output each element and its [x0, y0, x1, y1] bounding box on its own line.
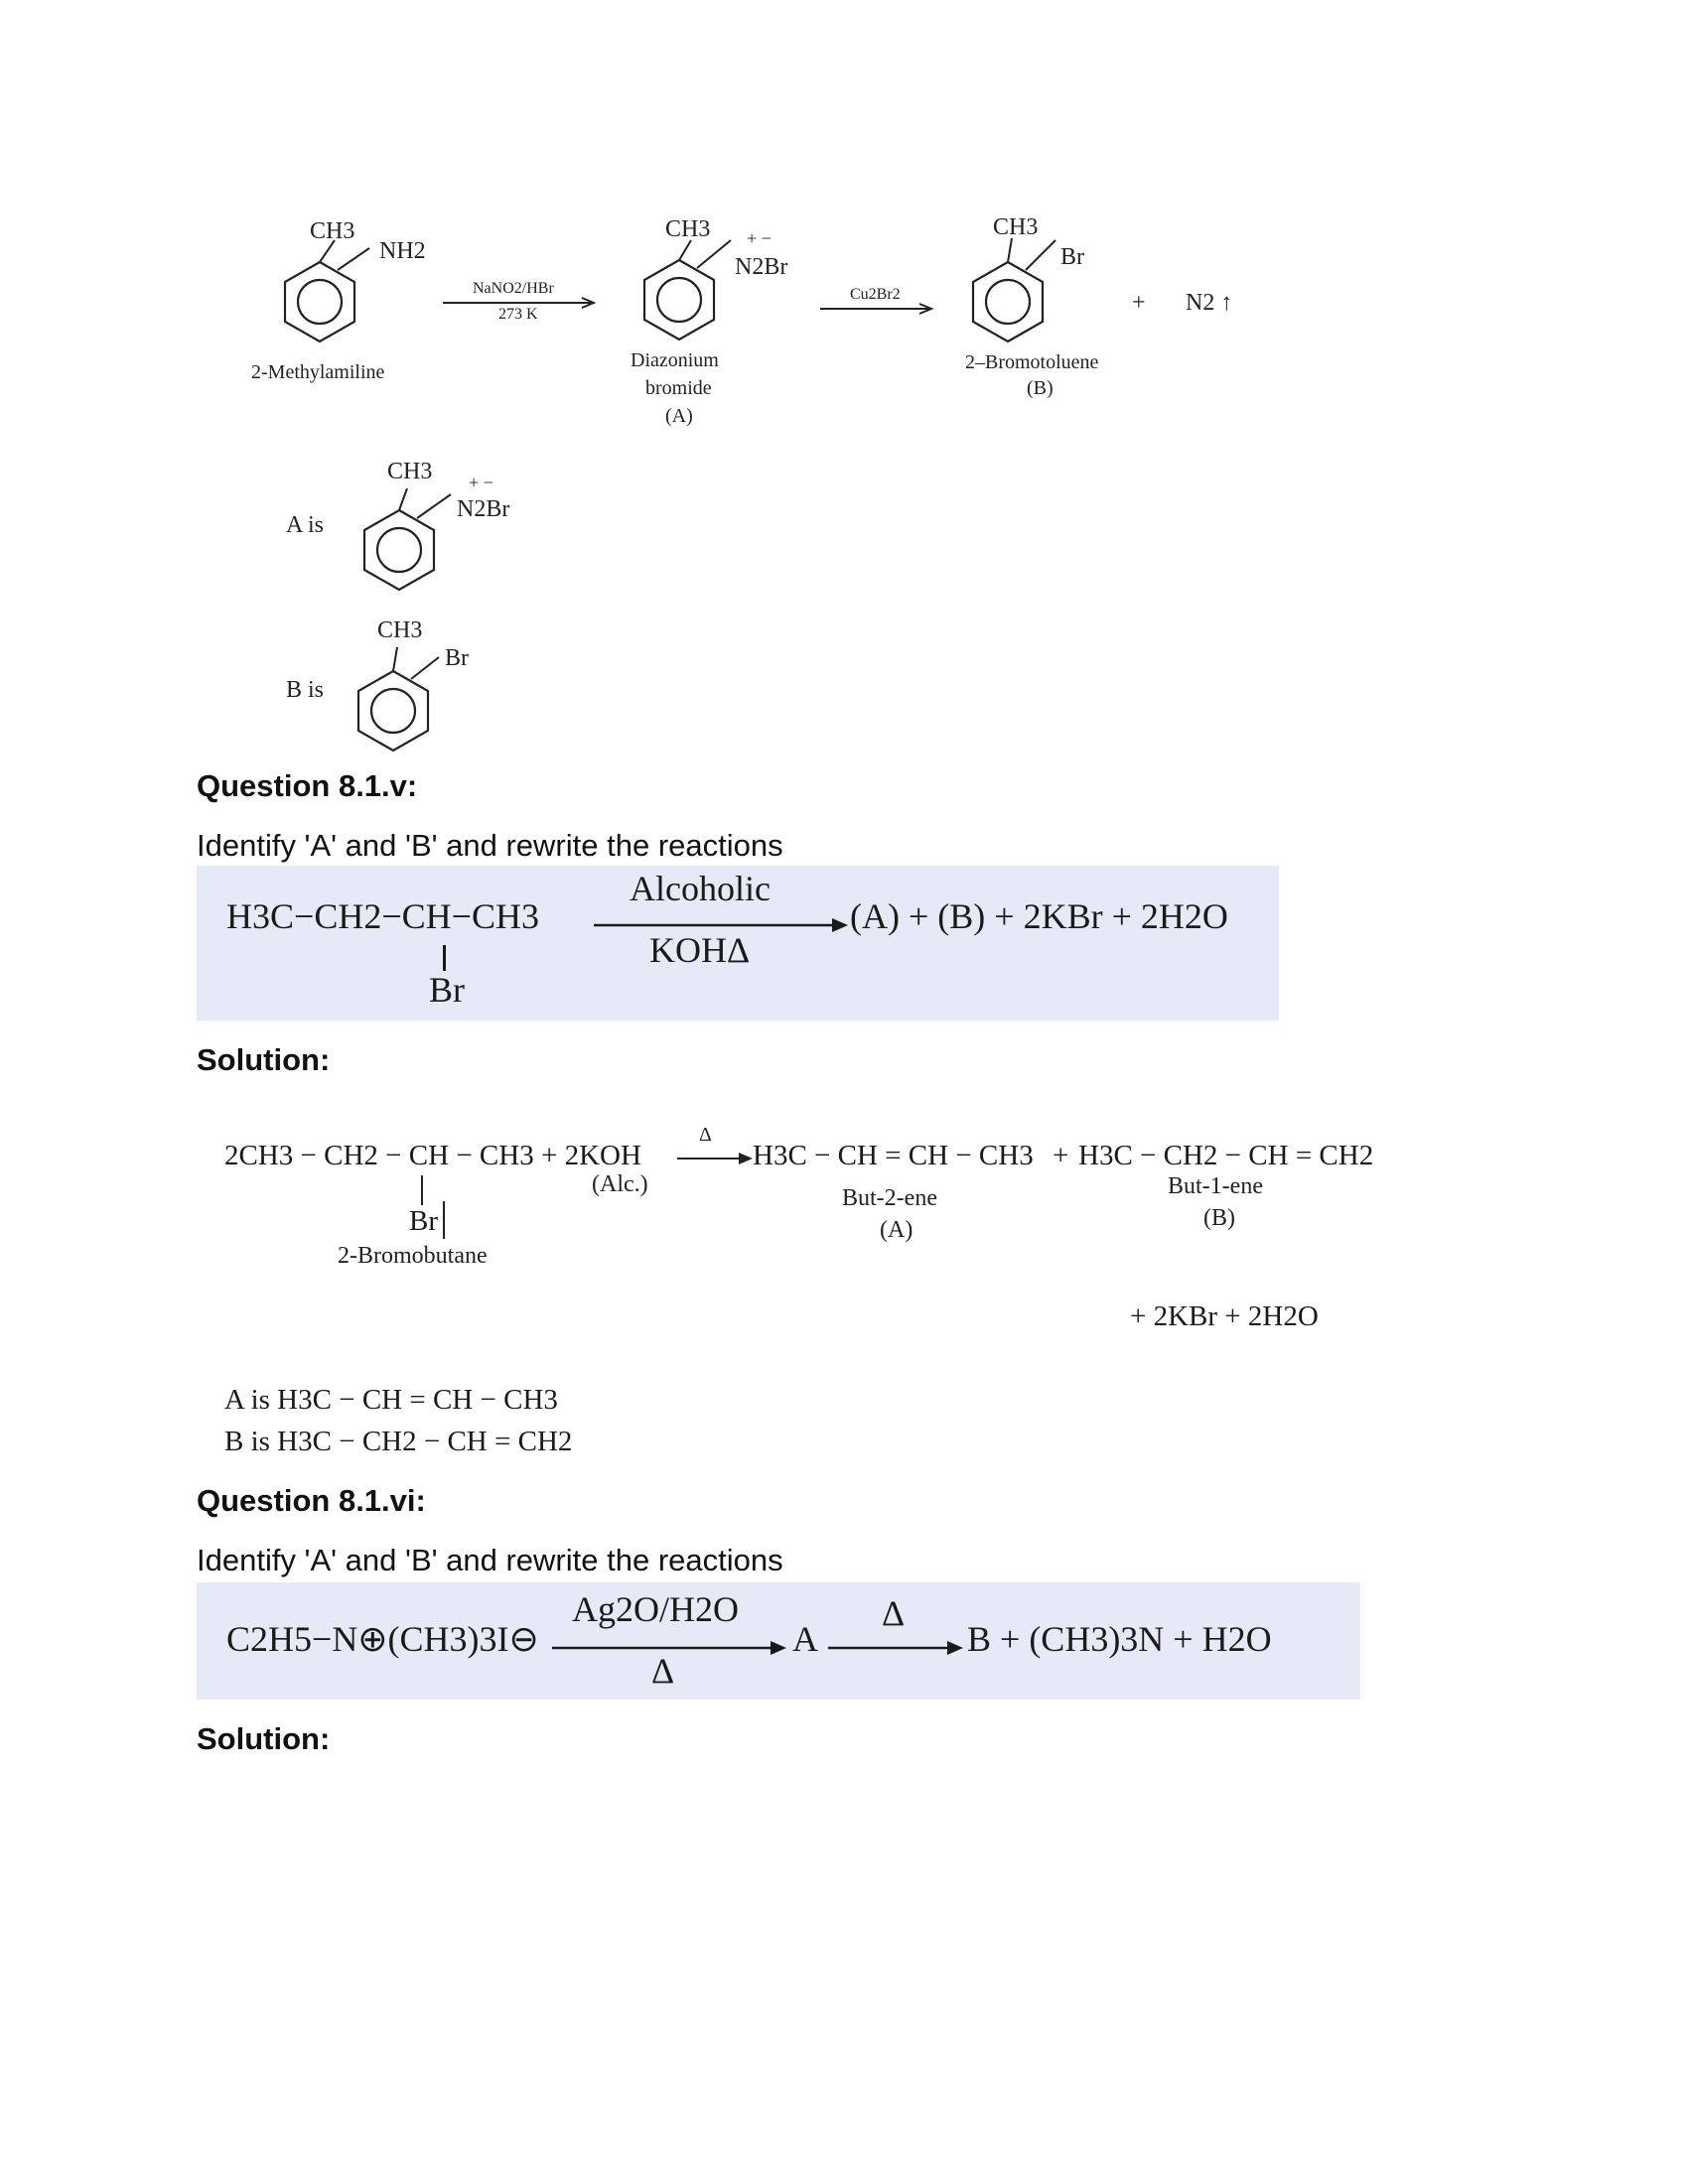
- eq-vi-arrow-1-top: Ag2O/H2O: [572, 1589, 739, 1629]
- equation-box-8-1-v: [197, 866, 1279, 1021]
- reactant-name: 2-Methylamiline: [251, 361, 385, 383]
- sol-v-product-2-name: But-1-ene: [1168, 1173, 1263, 1199]
- product-b-name: 2–Bromotoluene: [965, 351, 1099, 373]
- answer-a-text: A is H3C − CH = CH − CH3: [224, 1384, 558, 1416]
- a-group: N2Br: [457, 496, 510, 522]
- a-ch3: CH3: [387, 459, 433, 484]
- eq-v-arrow-top: Alcoholic: [630, 869, 771, 908]
- benzene-ring-b: [353, 669, 433, 758]
- reactant-nh2: NH2: [379, 238, 426, 264]
- sol-v-product-1-label: (A): [880, 1217, 914, 1243]
- product-a-name-1: Diazonium: [631, 349, 719, 371]
- question-8-1-vi-heading: Question 8.1.vi:: [197, 1483, 426, 1518]
- product-b-ch3: CH3: [993, 214, 1039, 240]
- answer-b-text: B is H3C − CH2 − CH = CH2: [224, 1426, 573, 1457]
- product-a-name-2: bromide: [645, 377, 712, 399]
- eq-vi-mid: A: [792, 1619, 818, 1659]
- reactant-ch3: CH3: [310, 218, 355, 244]
- sol-v-arrow: [677, 1152, 757, 1165]
- sol-v-product-1-name: But-2-ene: [842, 1185, 937, 1211]
- benzene-ring-reactant: [280, 260, 359, 349]
- eq-vi-arrow-2-top: Δ: [882, 1593, 906, 1633]
- eq-vi-left: C2H5−N⊕(CH3)3I⊖: [226, 1619, 539, 1659]
- product-a-charge: + −: [747, 228, 772, 248]
- sol-v-product-2-label: (B): [1203, 1205, 1235, 1231]
- product-a-ch3: CH3: [665, 216, 711, 242]
- reaction-arrow-2: [820, 302, 939, 316]
- sol-v-substituent: Br: [409, 1205, 438, 1237]
- eq-v-right: (A) + (B) + 2KBr + 2H2O: [850, 896, 1228, 936]
- question-8-1-v-instruction: Identify 'A' and 'B' and rewrite the reactions: [197, 828, 783, 863]
- b-ch3: CH3: [377, 617, 423, 643]
- equation-box-8-1-vi: [197, 1582, 1360, 1700]
- solution-8-1-v-heading: Solution:: [197, 1042, 331, 1077]
- solution-8-1-vi-heading: Solution:: [197, 1721, 331, 1756]
- plus-sign: +: [1132, 290, 1146, 316]
- reagent-2: Cu2Br2: [850, 286, 901, 303]
- eq-vi-arrow-1-bottom: Δ: [651, 1651, 675, 1691]
- question-8-1-v-heading: Question 8.1.v:: [197, 768, 418, 803]
- eq-v-bond: [443, 945, 446, 971]
- byproduct-n2: N2 ↑: [1186, 290, 1233, 316]
- reagent-1-bottom: 273 K: [498, 306, 538, 323]
- eq-v-substituent: Br: [429, 970, 465, 1010]
- sol-v-reactant-name: 2-Bromobutane: [338, 1243, 488, 1269]
- sol-v-product-2: H3C − CH2 − CH = CH2: [1078, 1140, 1374, 1171]
- sol-v-reagent: (Alc.): [592, 1171, 648, 1197]
- eq-v-left: H3C−CH2−CH−CH3: [226, 896, 539, 936]
- question-8-1-vi-instruction: Identify 'A' and 'B' and rewrite the reactions: [197, 1543, 783, 1577]
- sol-v-bond: [421, 1175, 423, 1205]
- sol-v-plus: +: [1053, 1140, 1069, 1171]
- benzene-ring-a: [359, 508, 439, 598]
- product-b-br: Br: [1060, 244, 1084, 270]
- sol-v-reactant: 2CH3 − CH2 − CH − CH3 + 2KOH: [224, 1140, 641, 1171]
- benzene-ring-product-a: [639, 258, 719, 347]
- eq-v-arrow-bottom: KOHΔ: [649, 930, 751, 970]
- reagent-1-top: NaNO2/HBr: [473, 280, 554, 297]
- sol-v-product-1: H3C − CH = CH − CH3: [753, 1140, 1034, 1171]
- b-is-label: B is: [286, 677, 325, 703]
- sol-v-bond-2: [443, 1201, 445, 1239]
- eq-vi-arrow-2: [828, 1640, 967, 1656]
- a-charge: + −: [469, 473, 493, 492]
- product-b-label: (B): [1027, 377, 1054, 399]
- product-a-group: N2Br: [735, 254, 788, 280]
- benzene-ring-product-b: [968, 260, 1048, 349]
- a-is-label: A is: [286, 512, 325, 538]
- sol-v-byproducts: + 2KBr + 2H2O: [1130, 1300, 1319, 1332]
- eq-vi-right: B + (CH3)3N + H2O: [967, 1619, 1272, 1659]
- sol-v-delta: Δ: [699, 1124, 712, 1146]
- b-br: Br: [445, 645, 469, 671]
- product-a-label: (A): [665, 405, 693, 427]
